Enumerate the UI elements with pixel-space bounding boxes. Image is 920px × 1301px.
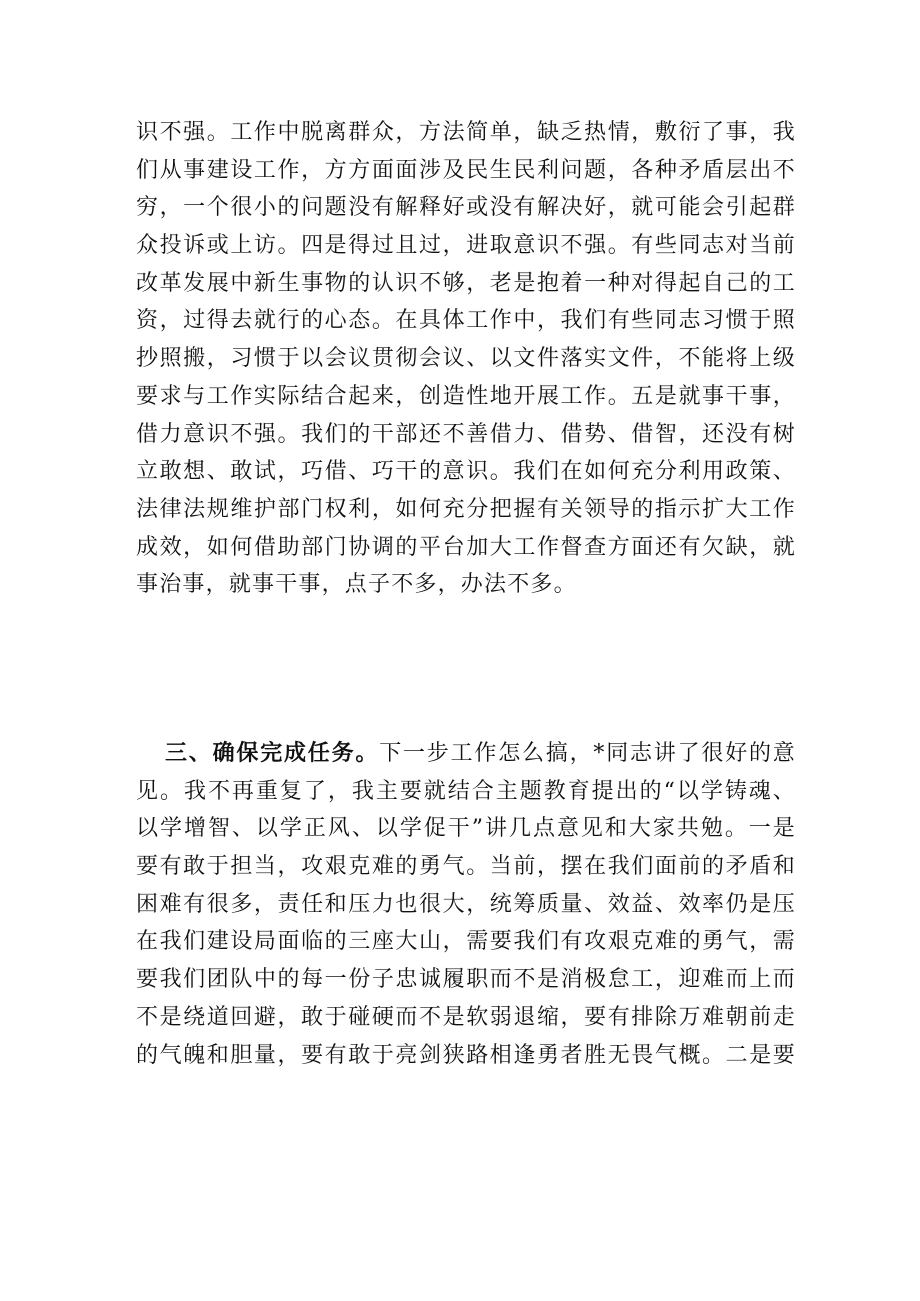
text-line: 立敢想、敢试，巧借、巧干的意识。我们在如何充分利用政策、	[136, 459, 796, 485]
text-line: 的气魄和胆量，要有敢于亮剑狭路相逢勇者胜无畏气概。二是要	[136, 1042, 796, 1068]
text-line: 见。我不再重复了，我主要就结合主题教育提出的“以学铸魂、	[136, 778, 796, 804]
text-line: 成效，如何借助部门协调的平台加大工作督查方面还有欠缺，就	[136, 534, 796, 560]
text-line: 以学增智、以学正风、以学促干”讲几点意见和大家共勉。一是	[136, 816, 796, 842]
text-line: 要求与工作实际结合起来，创造性地开展工作。五是就事干事，	[136, 383, 796, 409]
text-line: 借力意识不强。我们的干部还不善借力、借势、借智，还没有树	[136, 421, 796, 447]
text-line: 法律法规维护部门权利，如何充分把握有关领导的指示扩大工作	[136, 496, 796, 522]
text-line: 事治事，就事干事，点子不多，办法不多。	[136, 572, 577, 598]
paragraph-1	[136, 114, 796, 604]
text-line: 困难有很多，责任和压力也很大，统筹质量、效益、效率仍是压	[136, 891, 796, 917]
text-line: 要有敢于担当，攻艰克难的勇气。当前，摆在我们面前的矛盾和	[136, 854, 796, 880]
text-line: 改革发展中新生事物的认识不够，老是抱着一种对得起自己的工	[136, 270, 796, 296]
text-line: 抄照搬，习惯于以会议贯彻会议、以文件落实文件，不能将上级	[136, 346, 796, 372]
text-line: 众投诉或上访。四是得过且过，进取意识不强。有些同志对当前	[136, 233, 796, 259]
text-line: 穷，一个很小的问题没有解释好或没有解决好，就可能会引起群	[136, 195, 796, 221]
text-run: 下一步工作怎么搞，*同志讲了很好的意	[379, 741, 796, 766]
text-line: 识不强。工作中脱离群众，方法简单，缺乏热情，敷衍了事，我	[136, 120, 796, 145]
text-line: 们从事建设工作，方方面面涉及民生民利问题，各种矛盾层出不	[136, 157, 796, 183]
text-line: 在我们建设局面临的三座大山，需要我们有攻艰克难的勇气，需	[136, 929, 796, 955]
text-line: 要我们团队中的每一份子忠诚履职而不是消极怠工，迎难而上而	[136, 967, 796, 993]
section-heading: 三、确保完成任务。	[165, 740, 380, 766]
text-line: 不是绕道回避，敢于碰硬而不是软弱退缩，要有排除万难朝前走	[136, 1004, 796, 1030]
paragraph-2	[136, 735, 796, 1074]
text-line: 资，过得去就行的心态。在具体工作中，我们有些同志习惯于照	[136, 308, 796, 334]
paragraph-first-line	[136, 735, 796, 773]
